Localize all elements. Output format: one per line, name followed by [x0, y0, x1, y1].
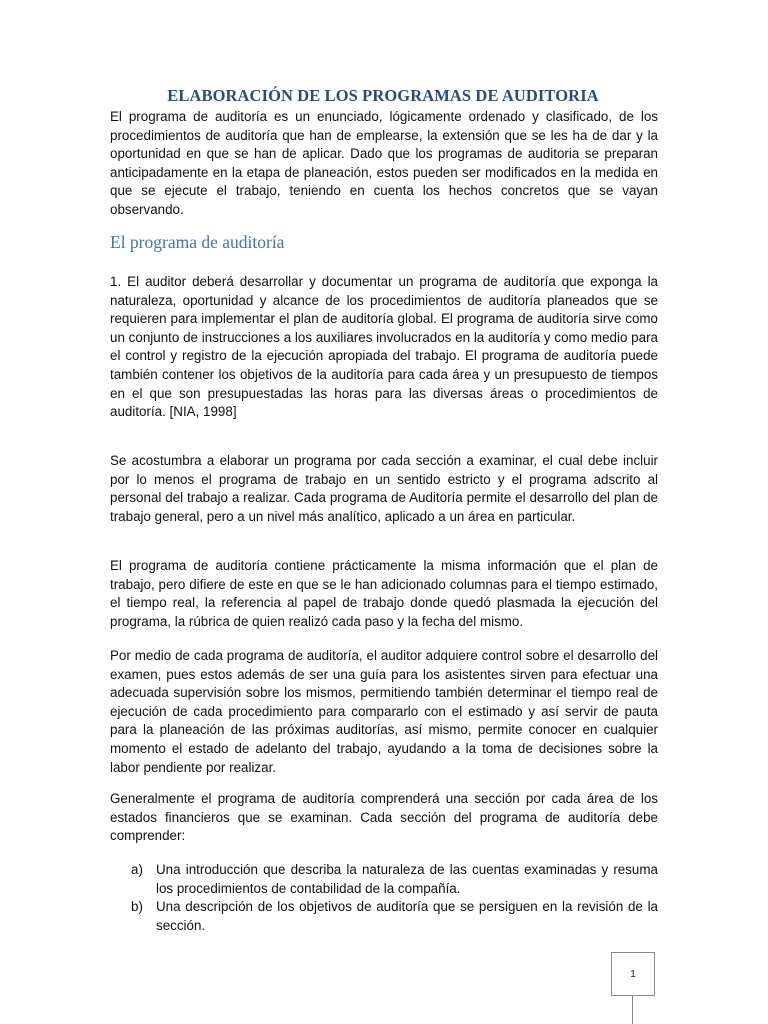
list-item [110, 861, 658, 898]
page-number: 1 [630, 968, 636, 980]
paragraph-3: El programa de auditoría contiene prácticamente la misma información que el plan de trabajo, pero difiere de este en que se le han adicionado columnas para el tiempo estimado, el tiempo real, la referencia al papel de trabajo donde quedó plasmada la ejecución del programa, la rúbrica de quien realizó cada paso y la fecha del mismo. [110, 558, 658, 629]
paragraph-2: Se acostumbra a elaborar un programa por cada sección a examinar, el cual debe incluir por lo menos el programa de trabajo en un sentido estricto y el programa adscrito al personal del trabajo a realizar. Cada programa de Auditoría permite el desarrollo del plan de trabajo general, pero a un nivel más analítico, aplicado a un área en particular. [110, 453, 658, 524]
requirements-list [110, 861, 658, 935]
list-marker: a) [131, 862, 143, 877]
intro-paragraph: El programa de auditoría es un enunciado, lógicamente ordenado y clasificado, de los procedimientos de auditoría que han de emplearse, la extensión que se les ha de dar y la oportunidad en que se han de aplicar. Dado que los programas de auditoria se preparan anticipadamente en la etapa de planeación, estos pueden ser modificados en la medida en que se ejecute el trabajo, teniendo en cuenta los hechos concretos que se vayan observando. [110, 109, 658, 217]
paragraph-5: Generalmente el programa de auditoría comprenderá una sección por cada área de los estados financieros que se examinan. Cada sección del programa de auditoría debe comprender: [110, 791, 658, 844]
page-number-box [611, 952, 655, 996]
section-heading: El programa de auditoría [110, 232, 285, 252]
document-title: ELABORACIÓN DE LOS PROGRAMAS DE AUDITORIA [167, 86, 599, 105]
paragraph-1: 1. El auditor deberá desarrollar y documentar un programa de auditoría que exponga la naturaleza, oportunidad y alcance de los procedimientos de auditoría planeados que se requieren para implementar el plan de auditoría global. El programa de auditoría sirve como un conjunto de instrucciones a los auxiliares involucrados en la auditoría y como medio para el control y registro de la ejecución apropiada del trabajo. El programa de auditoría puede también contener los objetivos de la auditoría para cada área y un presupuesto de tiempos en el que son presupuestadas las horas para las diversas áreas o procedimientos de auditoría. [NIA, 1998] [110, 274, 658, 420]
paragraph-4: Por medio de cada programa de auditoría, el auditor adquiere control sobre el desarrollo del examen, pues estos además de ser una guía para los asistentes sirven para efectuar una adecuada supervisión sobre los mismos, permitiendo también determinar el tiempo real de ejecución de cada procedimiento para compararlo con el estimado y así servir de pauta para la planeación de las próximas auditorías, así mismo, permite conocer en cualquier momento el estado de adelanto del trabajo, ayudando a la toma de decisiones sobre la labor pendiente por realizar. [110, 648, 658, 775]
list-marker: b) [131, 899, 143, 915]
list-item [110, 898, 658, 935]
page-number-connector [632, 996, 633, 1024]
list-item-text: Una descripción de los objetivos de auditoría que se persiguen en la revisión de la sección. [156, 899, 658, 933]
list-item-text: Una introducción que describa la naturaleza de las cuentas examinadas y resuma los procedimientos de contabilidad de la compañía. [156, 862, 658, 896]
